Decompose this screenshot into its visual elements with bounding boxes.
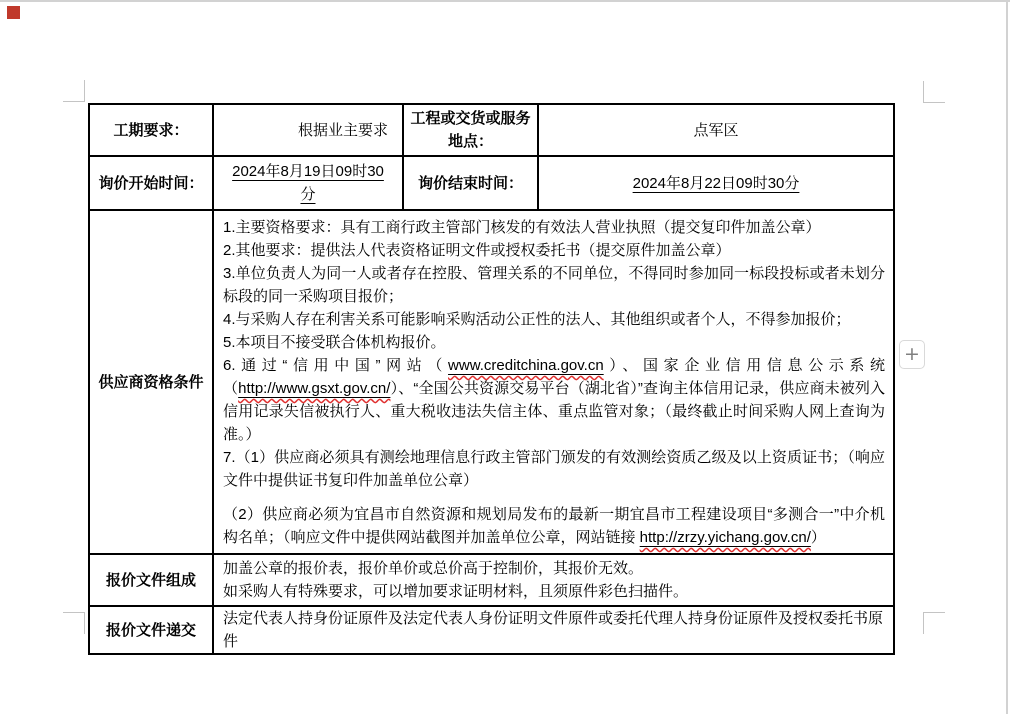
table-row-duration: [89, 104, 894, 156]
text-boundary-mark-bottom-left: [63, 612, 85, 634]
creditchina-url-link[interactable]: www.creditchina.gov.cn: [448, 357, 604, 374]
start-time-text: 2024年8月19日09时30分: [232, 163, 384, 203]
qualification-item-5: 5.本项目不接受联合体机构报价。: [223, 334, 446, 351]
end-time-label: 询价结束时间：: [403, 156, 538, 210]
quote-composition-label: 报价文件组成: [89, 554, 213, 606]
quote-submission-label: 报价文件递交: [89, 606, 213, 654]
qualification-item-2: 2.其他要求：提供法人代表资格证明文件或授权委托书（提交原件加盖公章）: [223, 242, 731, 259]
insert-plus-button[interactable]: +: [899, 340, 925, 369]
qualification-item-1: 1.主要资格要求：具有工商行政主管部门核发的有效法人营业执照（提交复印件加盖公章）: [223, 219, 821, 236]
yichang-url-link[interactable]: http://zrzy.yichang.gov.cn/: [639, 529, 811, 546]
location-value: 点军区: [538, 104, 894, 156]
quote-composition-line-1: 加盖公章的报价表，报价单价或总价高于控制价，其报价无效。: [223, 560, 644, 577]
table-row-quote-composition: [89, 554, 894, 606]
qualification-item-4: 4.与采购人存在利害关系可能影响采购活动公正性的法人、其他组织或者个人，不得参加报价；: [223, 311, 851, 328]
item6-text-suffix: ）、“全国公共资源交易平台（湖北省）”查询主体信用记录，供应商未被列入信用记录失信被执行人、重大税收违法失信主体、重点监管对象；（最终截止时间采购人网上查询为准。）: [223, 380, 885, 443]
qualification-label: 供应商资格条件: [89, 210, 213, 554]
text-boundary-mark-top-right: [923, 81, 945, 103]
end-time-value: [538, 156, 894, 210]
qualification-item-8: [223, 503, 885, 549]
start-time-label: 询价开始时间：: [89, 156, 213, 210]
quote-composition-line-2: 如采购人有特殊要求，可以增加要求证明材料，且须原件彩色扫描件。: [223, 583, 689, 600]
item8-text-prefix: （2）供应商必须为宜昌市自然资源和规划局发布的最新一期宜昌市工程建设项目“多测合一”中介机构名单；（响应文件中提供网站截图并加盖单位公章，网站链接: [223, 506, 885, 546]
duration-label: 工期要求：: [89, 104, 213, 156]
item6-text-prefix: 6.通过“信用中国”网站（: [223, 357, 449, 374]
text-boundary-mark-bottom-right: [923, 612, 945, 634]
duration-value: 根据业主要求: [213, 104, 403, 156]
qualification-item-7: 7.（1）供应商必须具有测绘地理信息行政主管部门颁发的有效测绘资质乙级及以上资质证书；（响应文件中提供证书复印件加盖单位公章）: [223, 449, 885, 489]
qualification-content: [213, 210, 894, 554]
gsxt-url-link[interactable]: http://www.gsxt.gov.cn/: [238, 380, 391, 397]
inquiry-info-table: [88, 103, 895, 655]
item8-text-suffix: ）: [810, 529, 826, 546]
window-top-border: [0, 0, 1010, 2]
end-time-text: 2024年8月22日09时30分: [632, 174, 800, 192]
text-boundary-mark-top-left: [63, 80, 85, 102]
quote-composition-content: [213, 554, 894, 606]
qualification-item-6: [223, 354, 885, 446]
location-label: 工程或交货或服务地点：: [403, 104, 538, 156]
qualification-item-3: 3.单位负责人为同一人或者存在控股、管理关系的不同单位，不得同时参加同一标段投标或者未划分标段的同一采购项目报价；: [223, 265, 885, 305]
table-row-times: [89, 156, 894, 210]
table-row-quote-submission: [89, 606, 894, 654]
item6-text-mid: ）、国家企业信用信息公示系统（: [223, 357, 885, 397]
start-time-value: [213, 156, 403, 210]
red-marker-square: [7, 6, 20, 19]
window-right-border: [1006, 0, 1008, 714]
table-row-qualification: [89, 210, 894, 554]
quote-submission-content: 法定代表人持身份证原件及法定代表人身份证明文件原件或委托代理人持身份证原件及授权委托书原件: [213, 606, 894, 654]
